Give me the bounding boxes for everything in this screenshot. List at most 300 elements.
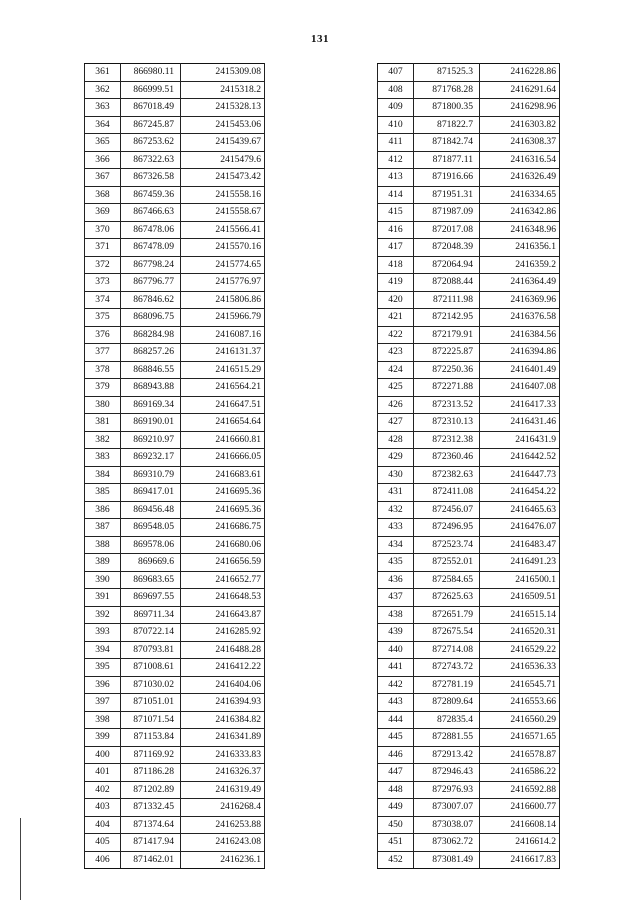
point-number-cell: 397 xyxy=(85,694,121,712)
x-coordinate-cell: 872523.74 xyxy=(414,536,480,554)
y-coordinate-cell: 2416529.22 xyxy=(480,641,560,659)
y-coordinate-cell: 2416412.22 xyxy=(181,659,265,677)
x-coordinate-cell: 872743.72 xyxy=(414,659,480,677)
x-coordinate-cell: 867253.62 xyxy=(121,134,181,152)
point-number-cell: 383 xyxy=(85,449,121,467)
x-coordinate-cell: 870793.81 xyxy=(121,641,181,659)
point-number-cell: 409 xyxy=(378,99,414,117)
x-coordinate-cell: 869697.55 xyxy=(121,589,181,607)
y-coordinate-cell: 2416342.86 xyxy=(480,204,560,222)
y-coordinate-cell: 2416384.56 xyxy=(480,326,560,344)
x-coordinate-cell: 872552.01 xyxy=(414,554,480,572)
x-coordinate-cell: 866980.11 xyxy=(121,64,181,82)
y-coordinate-cell: 2416509.51 xyxy=(480,589,560,607)
x-coordinate-cell: 872179.91 xyxy=(414,326,480,344)
table-row xyxy=(85,134,265,152)
y-coordinate-cell: 2416431.9 xyxy=(480,431,560,449)
x-coordinate-cell: 871462.01 xyxy=(121,851,181,869)
x-coordinate-cell: 872017.08 xyxy=(414,221,480,239)
point-number-cell: 419 xyxy=(378,274,414,292)
point-number-cell: 445 xyxy=(378,729,414,747)
point-number-cell: 433 xyxy=(378,519,414,537)
point-number-cell: 375 xyxy=(85,309,121,327)
y-coordinate-cell: 2416359.2 xyxy=(480,256,560,274)
y-coordinate-cell: 2416298.96 xyxy=(480,99,560,117)
point-number-cell: 424 xyxy=(378,361,414,379)
point-number-cell: 446 xyxy=(378,746,414,764)
x-coordinate-cell: 871417.94 xyxy=(121,834,181,852)
y-coordinate-cell: 2416334.65 xyxy=(480,186,560,204)
x-coordinate-cell: 871051.01 xyxy=(121,694,181,712)
table-row xyxy=(85,816,265,834)
x-coordinate-cell: 869210.97 xyxy=(121,431,181,449)
x-coordinate-cell: 867846.62 xyxy=(121,291,181,309)
page-number: 131 xyxy=(311,33,329,45)
y-coordinate-cell: 2416131.37 xyxy=(181,344,265,362)
x-coordinate-cell: 871186.28 xyxy=(121,764,181,782)
table-row xyxy=(378,729,560,747)
table-row xyxy=(378,501,560,519)
x-coordinate-cell: 872411.08 xyxy=(414,484,480,502)
y-coordinate-cell: 2416407.08 xyxy=(480,379,560,397)
point-number-cell: 432 xyxy=(378,501,414,519)
x-coordinate-cell: 871916.66 xyxy=(414,169,480,187)
point-number-cell: 437 xyxy=(378,589,414,607)
point-number-cell: 415 xyxy=(378,204,414,222)
table-row xyxy=(378,484,560,502)
x-coordinate-cell: 872225.87 xyxy=(414,344,480,362)
point-number-cell: 372 xyxy=(85,256,121,274)
table-row xyxy=(85,414,265,432)
table-row xyxy=(85,746,265,764)
table-row xyxy=(85,711,265,729)
y-coordinate-cell: 2416614.2 xyxy=(480,834,560,852)
y-coordinate-cell: 2416491.23 xyxy=(480,554,560,572)
x-coordinate-cell: 872271.88 xyxy=(414,379,480,397)
table-row xyxy=(378,99,560,117)
table-row xyxy=(378,239,560,257)
y-coordinate-cell: 2416647.51 xyxy=(181,396,265,414)
point-number-cell: 429 xyxy=(378,449,414,467)
x-coordinate-cell: 871008.61 xyxy=(121,659,181,677)
y-coordinate-cell: 2416488.28 xyxy=(181,641,265,659)
x-coordinate-cell: 869548.05 xyxy=(121,519,181,537)
table-row xyxy=(378,431,560,449)
x-coordinate-cell: 872675.54 xyxy=(414,624,480,642)
table-row xyxy=(85,484,265,502)
coordinates-table-right xyxy=(377,63,560,869)
x-coordinate-cell: 869232.17 xyxy=(121,449,181,467)
y-coordinate-cell: 2416536.33 xyxy=(480,659,560,677)
table-row xyxy=(85,186,265,204)
point-number-cell: 364 xyxy=(85,116,121,134)
point-number-cell: 427 xyxy=(378,414,414,432)
table-row xyxy=(85,764,265,782)
table-row xyxy=(85,851,265,869)
y-coordinate-cell: 2416686.75 xyxy=(181,519,265,537)
table-row xyxy=(378,659,560,677)
y-coordinate-cell: 2416500.1 xyxy=(480,571,560,589)
table-row xyxy=(85,99,265,117)
y-coordinate-cell: 2416285.92 xyxy=(181,624,265,642)
point-number-cell: 439 xyxy=(378,624,414,642)
table-row xyxy=(378,571,560,589)
x-coordinate-cell: 872250.36 xyxy=(414,361,480,379)
point-number-cell: 388 xyxy=(85,536,121,554)
table-row xyxy=(85,379,265,397)
y-coordinate-cell: 2415558.16 xyxy=(181,186,265,204)
point-number-cell: 438 xyxy=(378,606,414,624)
table-row xyxy=(378,834,560,852)
x-coordinate-cell: 871877.11 xyxy=(414,151,480,169)
y-coordinate-cell: 2415806.86 xyxy=(181,291,265,309)
table-row xyxy=(85,729,265,747)
y-coordinate-cell: 2416316.54 xyxy=(480,151,560,169)
table-row xyxy=(85,274,265,292)
y-coordinate-cell: 2416253.88 xyxy=(181,816,265,834)
y-coordinate-cell: 2416369.96 xyxy=(480,291,560,309)
y-coordinate-cell: 2415309.08 xyxy=(181,64,265,82)
x-coordinate-cell: 867466.63 xyxy=(121,204,181,222)
table-row xyxy=(378,449,560,467)
point-number-cell: 368 xyxy=(85,186,121,204)
table-row xyxy=(85,309,265,327)
point-number-cell: 374 xyxy=(85,291,121,309)
y-coordinate-cell: 2416656.59 xyxy=(181,554,265,572)
x-coordinate-cell: 873038.07 xyxy=(414,816,480,834)
point-number-cell: 363 xyxy=(85,99,121,117)
point-number-cell: 380 xyxy=(85,396,121,414)
table-row xyxy=(378,624,560,642)
table-row xyxy=(85,676,265,694)
x-coordinate-cell: 872809.64 xyxy=(414,694,480,712)
y-coordinate-cell: 2416660.81 xyxy=(181,431,265,449)
point-number-cell: 386 xyxy=(85,501,121,519)
table-row xyxy=(378,589,560,607)
table-row xyxy=(85,571,265,589)
point-number-cell: 412 xyxy=(378,151,414,169)
x-coordinate-cell: 871169.92 xyxy=(121,746,181,764)
x-coordinate-cell: 872313.52 xyxy=(414,396,480,414)
x-coordinate-cell: 867322.63 xyxy=(121,151,181,169)
table-row xyxy=(85,326,265,344)
x-coordinate-cell: 871153.84 xyxy=(121,729,181,747)
table-row xyxy=(378,326,560,344)
x-coordinate-cell: 872142.95 xyxy=(414,309,480,327)
table-row xyxy=(85,519,265,537)
x-coordinate-cell: 872064.94 xyxy=(414,256,480,274)
table-row xyxy=(85,659,265,677)
table-row xyxy=(378,519,560,537)
y-coordinate-cell: 2416326.37 xyxy=(181,764,265,782)
table-row xyxy=(378,676,560,694)
point-number-cell: 366 xyxy=(85,151,121,169)
x-coordinate-cell: 866999.51 xyxy=(121,81,181,99)
y-coordinate-cell: 2416447.73 xyxy=(480,466,560,484)
y-coordinate-cell: 2416291.64 xyxy=(480,81,560,99)
point-number-cell: 389 xyxy=(85,554,121,572)
y-coordinate-cell: 2416476.07 xyxy=(480,519,560,537)
y-coordinate-cell: 2416341.89 xyxy=(181,729,265,747)
table-row xyxy=(85,169,265,187)
point-number-cell: 387 xyxy=(85,519,121,537)
point-number-cell: 416 xyxy=(378,221,414,239)
point-number-cell: 394 xyxy=(85,641,121,659)
x-coordinate-cell: 872456.07 xyxy=(414,501,480,519)
x-coordinate-cell: 872625.63 xyxy=(414,589,480,607)
table-row xyxy=(378,204,560,222)
table-row xyxy=(378,274,560,292)
x-coordinate-cell: 867478.06 xyxy=(121,221,181,239)
table-row xyxy=(85,431,265,449)
y-coordinate-cell: 2415318.2 xyxy=(181,81,265,99)
x-coordinate-cell: 872913.42 xyxy=(414,746,480,764)
point-number-cell: 362 xyxy=(85,81,121,99)
table-row xyxy=(85,606,265,624)
table-row xyxy=(85,239,265,257)
point-number-cell: 404 xyxy=(85,816,121,834)
x-coordinate-cell: 872310.13 xyxy=(414,414,480,432)
y-coordinate-cell: 2416564.21 xyxy=(181,379,265,397)
table-row xyxy=(378,711,560,729)
y-coordinate-cell: 2416348.96 xyxy=(480,221,560,239)
table-row xyxy=(85,116,265,134)
x-coordinate-cell: 871030.02 xyxy=(121,676,181,694)
y-coordinate-cell: 2416654.64 xyxy=(181,414,265,432)
point-number-cell: 444 xyxy=(378,711,414,729)
y-coordinate-cell: 2416643.87 xyxy=(181,606,265,624)
y-coordinate-cell: 2416384.82 xyxy=(181,711,265,729)
point-number-cell: 403 xyxy=(85,799,121,817)
x-coordinate-cell: 871768.28 xyxy=(414,81,480,99)
y-coordinate-cell: 2416608.14 xyxy=(480,816,560,834)
point-number-cell: 408 xyxy=(378,81,414,99)
y-coordinate-cell: 2415774.65 xyxy=(181,256,265,274)
point-number-cell: 381 xyxy=(85,414,121,432)
point-number-cell: 365 xyxy=(85,134,121,152)
table-row xyxy=(85,554,265,572)
point-number-cell: 414 xyxy=(378,186,414,204)
y-coordinate-cell: 2416243.08 xyxy=(181,834,265,852)
x-coordinate-cell: 867245.87 xyxy=(121,116,181,134)
table-row xyxy=(378,64,560,82)
y-coordinate-cell: 2416326.49 xyxy=(480,169,560,187)
table-row xyxy=(85,466,265,484)
table-row xyxy=(378,309,560,327)
x-coordinate-cell: 868943.88 xyxy=(121,379,181,397)
y-coordinate-cell: 2416319.49 xyxy=(181,781,265,799)
x-coordinate-cell: 871951.31 xyxy=(414,186,480,204)
x-coordinate-cell: 872496.95 xyxy=(414,519,480,537)
table-row xyxy=(378,694,560,712)
y-coordinate-cell: 2416652.77 xyxy=(181,571,265,589)
x-coordinate-cell: 872088.44 xyxy=(414,274,480,292)
point-number-cell: 426 xyxy=(378,396,414,414)
x-coordinate-cell: 868846.55 xyxy=(121,361,181,379)
point-number-cell: 418 xyxy=(378,256,414,274)
table-row xyxy=(85,361,265,379)
y-coordinate-cell: 2415328.13 xyxy=(181,99,265,117)
x-coordinate-cell: 872360.46 xyxy=(414,449,480,467)
x-coordinate-cell: 872048.39 xyxy=(414,239,480,257)
y-coordinate-cell: 2416364.49 xyxy=(480,274,560,292)
y-coordinate-cell: 2416578.87 xyxy=(480,746,560,764)
x-coordinate-cell: 871987.09 xyxy=(414,204,480,222)
x-coordinate-cell: 872781.19 xyxy=(414,676,480,694)
point-number-cell: 367 xyxy=(85,169,121,187)
point-number-cell: 440 xyxy=(378,641,414,659)
x-coordinate-cell: 867798.24 xyxy=(121,256,181,274)
point-number-cell: 376 xyxy=(85,326,121,344)
table-row xyxy=(378,361,560,379)
y-coordinate-cell: 2416442.52 xyxy=(480,449,560,467)
point-number-cell: 413 xyxy=(378,169,414,187)
y-coordinate-cell: 2416333.83 xyxy=(181,746,265,764)
table-row xyxy=(85,64,265,82)
table-row xyxy=(85,624,265,642)
point-number-cell: 377 xyxy=(85,344,121,362)
y-coordinate-cell: 2416308.37 xyxy=(480,134,560,152)
x-coordinate-cell: 871071.54 xyxy=(121,711,181,729)
y-coordinate-cell: 2416617.83 xyxy=(480,851,560,869)
y-coordinate-cell: 2415453.06 xyxy=(181,116,265,134)
y-coordinate-cell: 2416401.49 xyxy=(480,361,560,379)
point-number-cell: 379 xyxy=(85,379,121,397)
y-coordinate-cell: 2416515.14 xyxy=(480,606,560,624)
x-coordinate-cell: 868096.75 xyxy=(121,309,181,327)
table-row xyxy=(85,834,265,852)
y-coordinate-cell: 2416431.46 xyxy=(480,414,560,432)
x-coordinate-cell: 869169.34 xyxy=(121,396,181,414)
table-row xyxy=(378,81,560,99)
point-number-cell: 382 xyxy=(85,431,121,449)
table-row xyxy=(85,694,265,712)
y-coordinate-cell: 2416648.53 xyxy=(181,589,265,607)
table-row xyxy=(378,764,560,782)
x-coordinate-cell: 869417.01 xyxy=(121,484,181,502)
y-coordinate-cell: 2416376.58 xyxy=(480,309,560,327)
table-row xyxy=(85,641,265,659)
x-coordinate-cell: 871202.89 xyxy=(121,781,181,799)
point-number-cell: 378 xyxy=(85,361,121,379)
y-coordinate-cell: 2416454.22 xyxy=(480,484,560,502)
x-coordinate-cell: 872835.4 xyxy=(414,711,480,729)
point-number-cell: 448 xyxy=(378,781,414,799)
table-row xyxy=(85,449,265,467)
y-coordinate-cell: 2416586.22 xyxy=(480,764,560,782)
coordinates-table-left xyxy=(84,63,265,869)
point-number-cell: 369 xyxy=(85,204,121,222)
y-coordinate-cell: 2415776.97 xyxy=(181,274,265,292)
table-row xyxy=(378,116,560,134)
point-number-cell: 430 xyxy=(378,466,414,484)
table-row xyxy=(378,799,560,817)
y-coordinate-cell: 2416228.86 xyxy=(480,64,560,82)
table-row xyxy=(85,81,265,99)
table-row xyxy=(378,536,560,554)
table-row xyxy=(378,169,560,187)
y-coordinate-cell: 2415566.41 xyxy=(181,221,265,239)
x-coordinate-cell: 871374.64 xyxy=(121,816,181,834)
point-number-cell: 385 xyxy=(85,484,121,502)
y-coordinate-cell: 2415570.16 xyxy=(181,239,265,257)
y-coordinate-cell: 2416483.47 xyxy=(480,536,560,554)
point-number-cell: 405 xyxy=(85,834,121,852)
table-row xyxy=(85,799,265,817)
y-coordinate-cell: 2416520.31 xyxy=(480,624,560,642)
x-coordinate-cell: 872946.43 xyxy=(414,764,480,782)
x-coordinate-cell: 869456.48 xyxy=(121,501,181,519)
point-number-cell: 417 xyxy=(378,239,414,257)
x-coordinate-cell: 871800.35 xyxy=(414,99,480,117)
table-row xyxy=(85,589,265,607)
table-row xyxy=(85,221,265,239)
y-coordinate-cell: 2416268.4 xyxy=(181,799,265,817)
point-number-cell: 425 xyxy=(378,379,414,397)
x-coordinate-cell: 871332.45 xyxy=(121,799,181,817)
y-coordinate-cell: 2416695.36 xyxy=(181,484,265,502)
x-coordinate-cell: 870722.14 xyxy=(121,624,181,642)
table-row xyxy=(378,151,560,169)
x-coordinate-cell: 872312.38 xyxy=(414,431,480,449)
point-number-cell: 450 xyxy=(378,816,414,834)
x-coordinate-cell: 869683.65 xyxy=(121,571,181,589)
y-coordinate-cell: 2416600.77 xyxy=(480,799,560,817)
x-coordinate-cell: 873062.72 xyxy=(414,834,480,852)
x-coordinate-cell: 867459.36 xyxy=(121,186,181,204)
table-row xyxy=(378,746,560,764)
point-number-cell: 435 xyxy=(378,554,414,572)
table-row xyxy=(378,554,560,572)
point-number-cell: 391 xyxy=(85,589,121,607)
table-row xyxy=(378,641,560,659)
y-coordinate-cell: 2416404.06 xyxy=(181,676,265,694)
x-coordinate-cell: 872881.55 xyxy=(414,729,480,747)
x-coordinate-cell: 869711.34 xyxy=(121,606,181,624)
point-number-cell: 395 xyxy=(85,659,121,677)
x-coordinate-cell: 871525.3 xyxy=(414,64,480,82)
point-number-cell: 423 xyxy=(378,344,414,362)
point-number-cell: 436 xyxy=(378,571,414,589)
y-coordinate-cell: 2416515.29 xyxy=(181,361,265,379)
point-number-cell: 390 xyxy=(85,571,121,589)
x-coordinate-cell: 867018.49 xyxy=(121,99,181,117)
point-number-cell: 407 xyxy=(378,64,414,82)
y-coordinate-cell: 2416417.33 xyxy=(480,396,560,414)
x-coordinate-cell: 869578.06 xyxy=(121,536,181,554)
x-coordinate-cell: 873007.07 xyxy=(414,799,480,817)
x-coordinate-cell: 869669.6 xyxy=(121,554,181,572)
x-coordinate-cell: 868257.26 xyxy=(121,344,181,362)
point-number-cell: 442 xyxy=(378,676,414,694)
table-row xyxy=(378,221,560,239)
y-coordinate-cell: 2416553.66 xyxy=(480,694,560,712)
point-number-cell: 396 xyxy=(85,676,121,694)
table-row xyxy=(378,256,560,274)
x-coordinate-cell: 869190.01 xyxy=(121,414,181,432)
table-row xyxy=(85,256,265,274)
y-coordinate-cell: 2416666.05 xyxy=(181,449,265,467)
x-coordinate-cell: 872976.93 xyxy=(414,781,480,799)
x-coordinate-cell: 871822.7 xyxy=(414,116,480,134)
point-number-cell: 434 xyxy=(378,536,414,554)
point-number-cell: 393 xyxy=(85,624,121,642)
y-coordinate-cell: 2415558.67 xyxy=(181,204,265,222)
margin-rule xyxy=(20,818,21,900)
y-coordinate-cell: 2416592.88 xyxy=(480,781,560,799)
table-row xyxy=(85,536,265,554)
y-coordinate-cell: 2416571.65 xyxy=(480,729,560,747)
